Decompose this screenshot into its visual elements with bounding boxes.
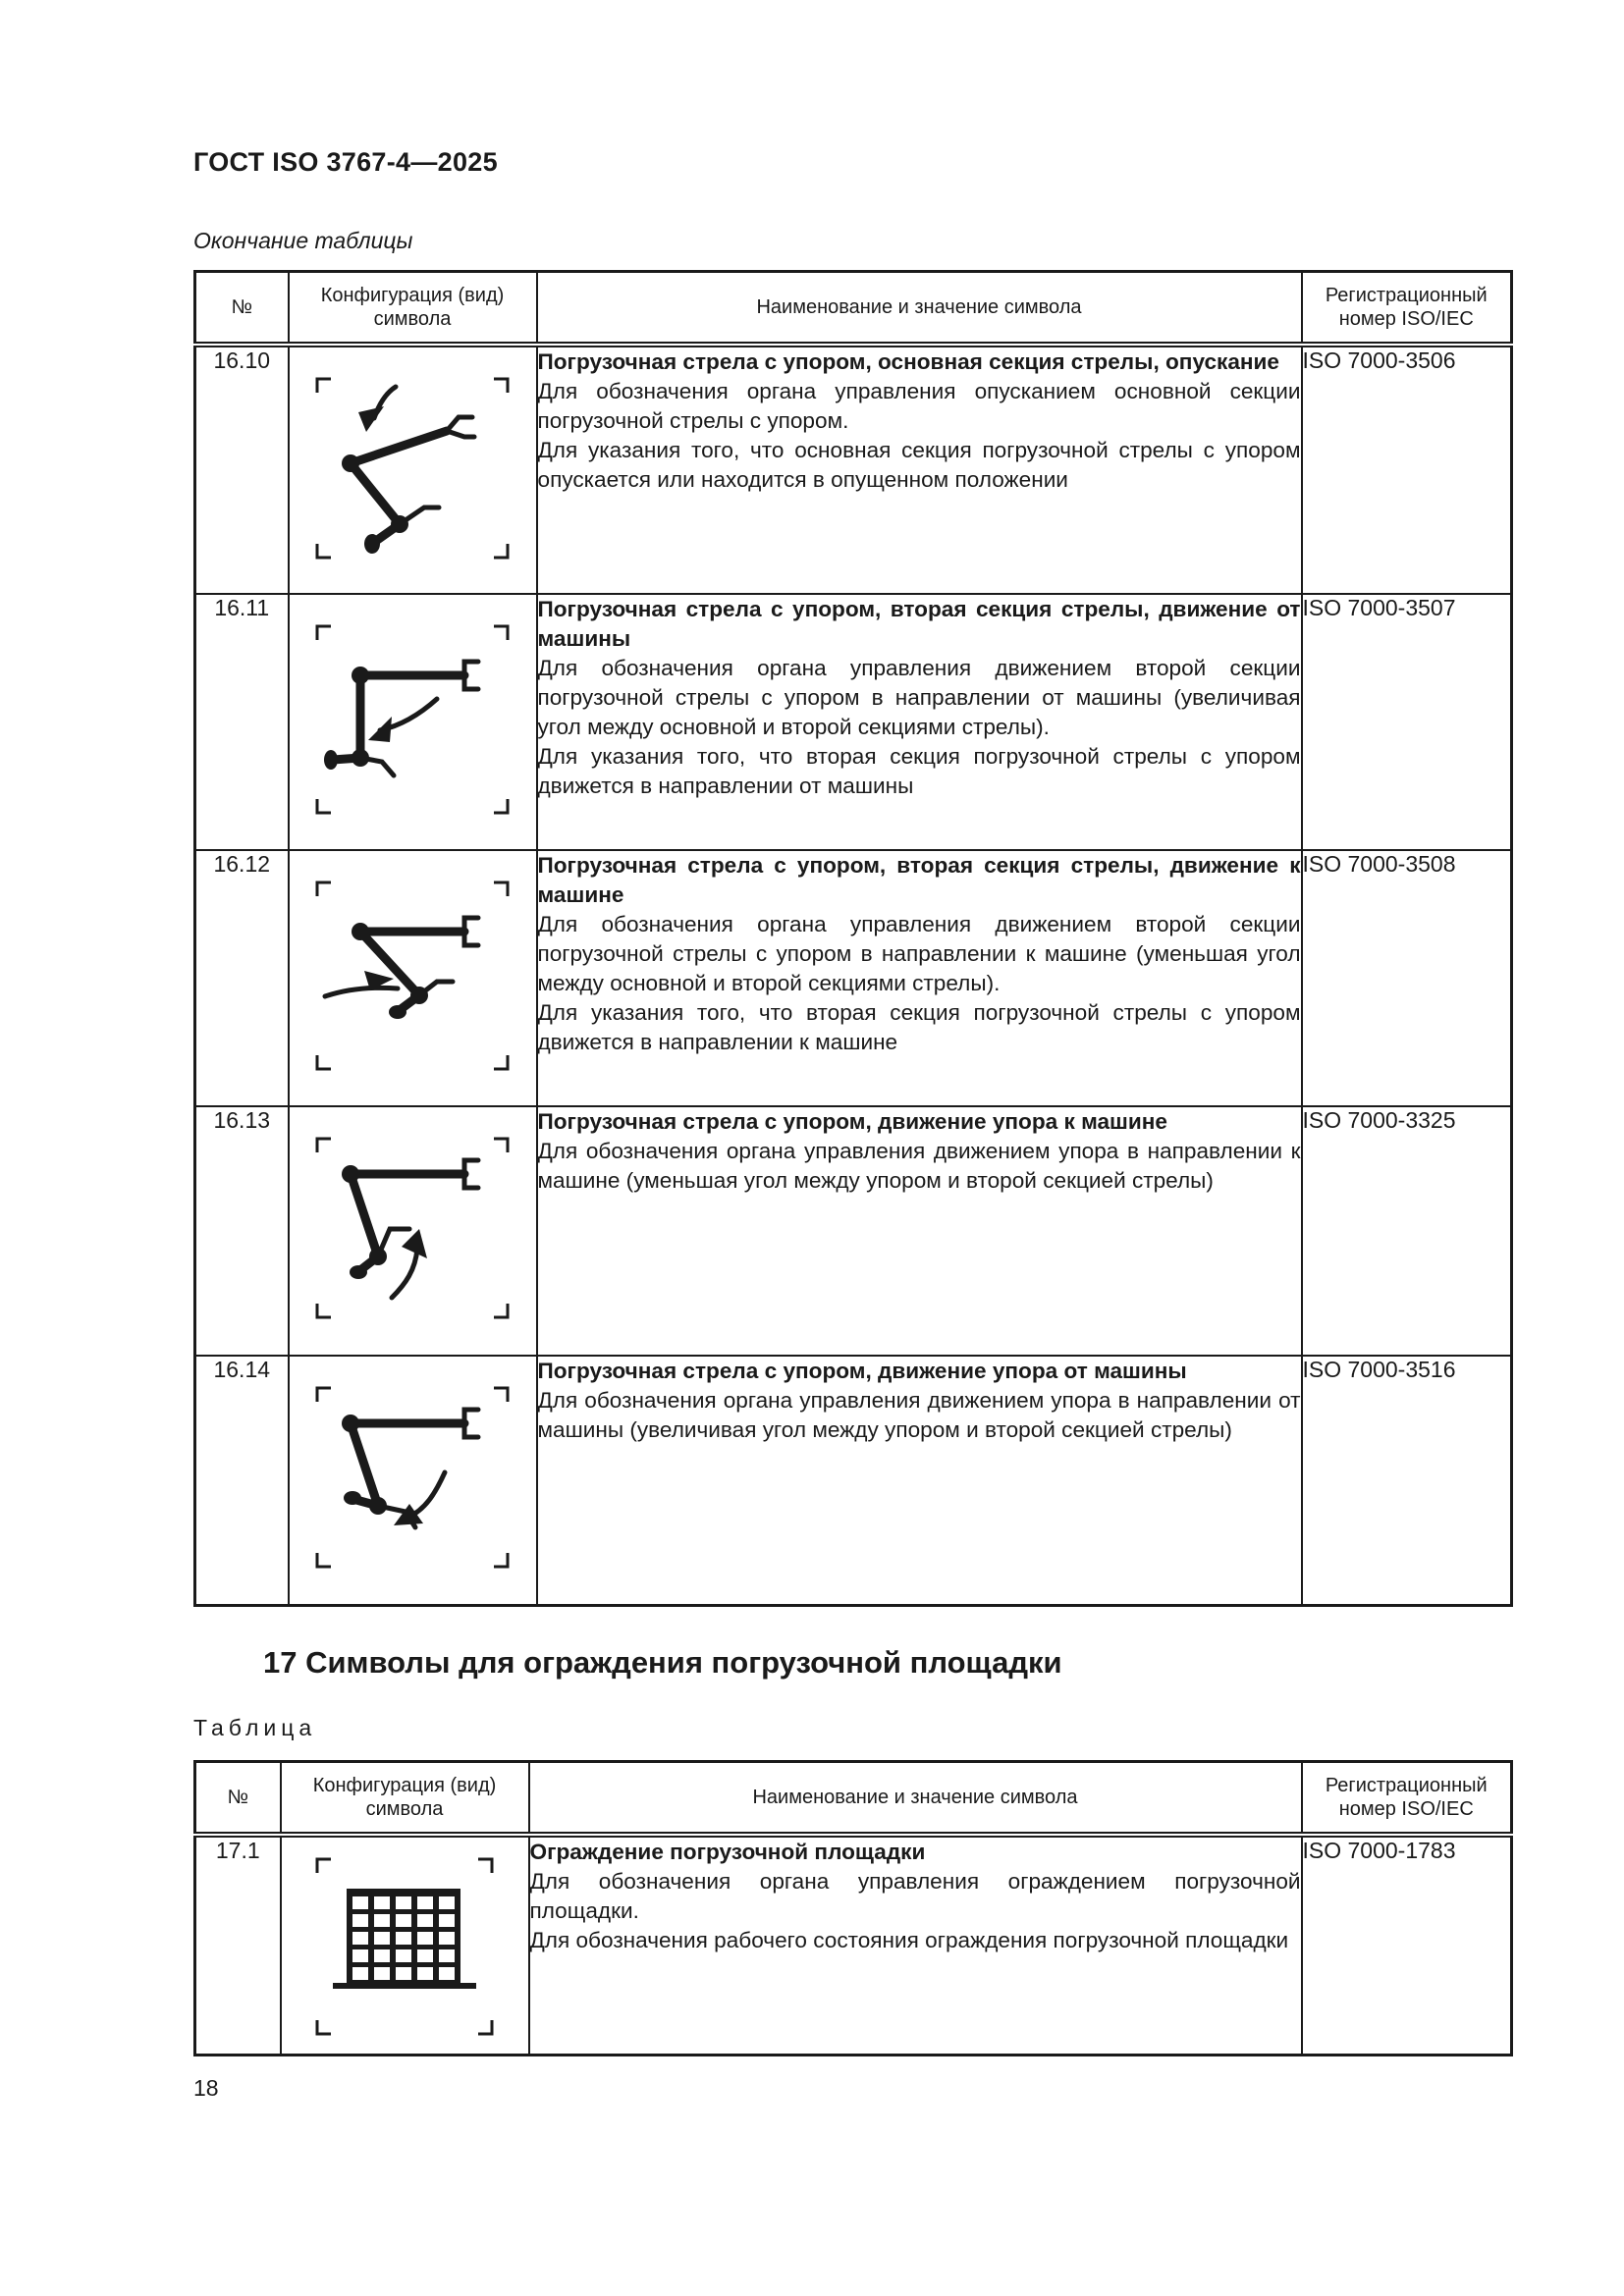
section-title: 17 Символы для ограждения погрузочной площадки <box>263 1645 1062 1680</box>
registration-number: ISO 7000-1783 <box>1302 1835 1512 2056</box>
symbol-cell <box>289 1106 537 1356</box>
table-row <box>195 1106 1512 1356</box>
boom-stop-toward-icon <box>290 1107 536 1353</box>
symbol-cell <box>289 850 537 1106</box>
row-number: 16.10 <box>195 345 289 594</box>
column-header-config: Конфигурация (вид) символа <box>289 272 537 346</box>
document-header: ГОСТ ISO 3767-4—2025 <box>193 147 498 177</box>
table-row <box>195 594 1512 850</box>
symbol-meaning: Для указания того, что вторая секция погрузочной стрелы с упором движется в направлении от машины <box>537 744 1301 798</box>
table-continuation-caption: Окончание таблицы <box>193 228 413 253</box>
registration-number: ISO 7000-3325 <box>1302 1106 1512 1356</box>
symbol-title: Погрузочная стрела с упором, вторая секция стрелы, движение к машине <box>537 853 1301 907</box>
symbol-meaning: Для обозначения органа управления движением второй секции погрузочной стрелы с упором в направлении от машины (увеличивая угол между основной и второй секциями стрелы). <box>537 656 1301 739</box>
registration-number: ISO 7000-3507 <box>1302 594 1512 850</box>
symbol-description <box>537 345 1302 594</box>
table-row <box>195 345 1512 594</box>
column-header-num: № <box>195 272 289 346</box>
column-header-reg: Регистрационный номер ISO/IEC <box>1302 272 1512 346</box>
symbol-cell <box>289 1356 537 1605</box>
table-row <box>195 1835 1512 2056</box>
symbol-meaning: Для обозначения органа управления движением упора в направлении от машины (увеличивая угол между упором и второй секцией стрелы) <box>537 1388 1301 1442</box>
symbols-table-16 <box>193 270 1513 1607</box>
symbol-meaning: Для обозначения органа управления опусканием основной секции погрузочной стрелы с упором. <box>537 379 1301 433</box>
symbol-description <box>537 1106 1302 1356</box>
registration-number: ISO 7000-3506 <box>1302 345 1512 594</box>
symbol-meaning: Для указания того, что основная секция погрузочной стрелы с упором опускается или находится в опущенном положении <box>537 438 1301 492</box>
symbol-description <box>529 1835 1302 2056</box>
symbol-title: Ограждение погрузочной площадки <box>529 1840 926 1864</box>
symbol-cell <box>289 345 537 594</box>
symbol-title: Погрузочная стрела с упором, вторая секция стрелы, движение от машины <box>537 597 1301 651</box>
loading-platform-guard-icon <box>282 1838 528 2054</box>
boom-stop-away-icon <box>290 1357 536 1602</box>
boom-main-section-lowering-icon <box>290 347 536 593</box>
column-header-name: Наименование и значение символа <box>537 272 1302 346</box>
symbol-meaning: Для указания того, что вторая секция погрузочной стрелы с упором движется в направлении к машине <box>537 1000 1301 1054</box>
registration-number: ISO 7000-3516 <box>1302 1356 1512 1605</box>
page-number: 18 <box>193 2075 219 2101</box>
column-header-name: Наименование и значение символа <box>529 1762 1302 1836</box>
symbol-meaning: Для обозначения рабочего состояния ограждения погрузочной площадки <box>529 1928 1289 1952</box>
table-caption: Таблица <box>193 1715 317 1740</box>
table-row <box>195 850 1512 1106</box>
row-number: 16.13 <box>195 1106 289 1356</box>
symbol-title: Погрузочная стрела с упором, движение упора к машине <box>537 1109 1167 1134</box>
symbols-table-17 <box>193 1760 1513 2056</box>
registration-number: ISO 7000-3508 <box>1302 850 1512 1106</box>
table-row <box>195 1356 1512 1605</box>
row-number: 17.1 <box>195 1835 281 2056</box>
symbol-description <box>537 1356 1302 1605</box>
symbol-cell <box>289 594 537 850</box>
symbol-meaning: Для обозначения органа управления ограждением погрузочной площадки. <box>529 1869 1301 1923</box>
row-number: 16.11 <box>195 594 289 850</box>
symbol-title: Погрузочная стрела с упором, основная секция стрелы, опускание <box>537 349 1279 374</box>
row-number: 16.12 <box>195 850 289 1106</box>
column-header-num: № <box>195 1762 281 1836</box>
column-header-config: Конфигурация (вид) символа <box>281 1762 529 1836</box>
symbol-description <box>537 594 1302 850</box>
row-number: 16.14 <box>195 1356 289 1605</box>
table-header-row <box>195 272 1512 346</box>
boom-second-section-away-icon <box>290 595 536 848</box>
symbol-title: Погрузочная стрела с упором, движение упора от машины <box>537 1359 1187 1383</box>
column-header-reg: Регистрационный номер ISO/IEC <box>1302 1762 1512 1836</box>
boom-second-section-toward-icon <box>290 851 536 1104</box>
symbol-description <box>537 850 1302 1106</box>
symbol-meaning: Для обозначения органа управления движением упора в направлении к машине (уменьшая угол между упором и второй секцией стрелы) <box>537 1139 1301 1193</box>
symbol-meaning: Для обозначения органа управления движением второй секции погрузочной стрелы с упором в направлении к машине (уменьшая угол между основной и второй секциями стрелы). <box>537 912 1301 995</box>
table-header-row <box>195 1762 1512 1836</box>
symbol-cell <box>281 1835 529 2056</box>
